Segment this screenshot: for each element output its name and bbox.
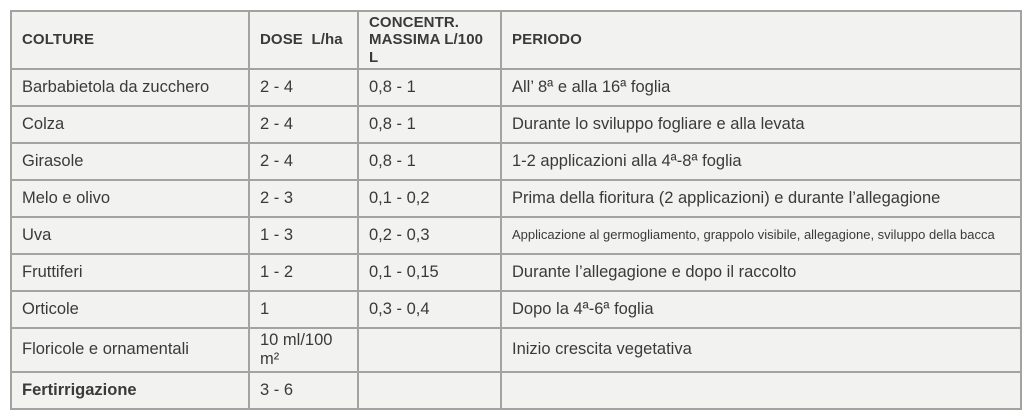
header-row	[11, 11, 1021, 69]
table-body	[11, 69, 1021, 409]
periodo-cell: Inizio crescita vegetativa	[501, 328, 1021, 372]
dose-cell: 1	[249, 291, 358, 328]
dosage-table-container	[10, 10, 1022, 410]
periodo-cell: Applicazione al germogliamento, grappolo visibile, allegagione, sviluppo della bacca	[501, 217, 1021, 254]
concentrazione-cell: 0,3 - 0,4	[358, 291, 501, 328]
dose-cell: 1 - 2	[249, 254, 358, 291]
table-row	[11, 291, 1021, 328]
column-header-periodo: PERIODO	[501, 11, 1021, 69]
dosage-table	[10, 10, 1022, 410]
concentrazione-cell: 0,8 - 1	[358, 143, 501, 180]
colture-cell: Uva	[11, 217, 249, 254]
periodo-cell: Dopo la 4ª-6ª foglia	[501, 291, 1021, 328]
column-header-dose: DOSE L/ha	[249, 11, 358, 69]
concentrazione-cell: 0,2 - 0,3	[358, 217, 501, 254]
table-row	[11, 180, 1021, 217]
concentrazione-cell: 0,1 - 0,15	[358, 254, 501, 291]
periodo-cell: All’ 8ª e alla 16ª foglia	[501, 69, 1021, 106]
dose-cell: 10 ml/100 m²	[249, 328, 358, 372]
table-header	[11, 11, 1021, 69]
dose-cell: 3 - 6	[249, 372, 358, 409]
column-header-colture: COLTURE	[11, 11, 249, 69]
table-row	[11, 106, 1021, 143]
colture-cell: Colza	[11, 106, 249, 143]
dose-cell: 2 - 4	[249, 106, 358, 143]
dose-cell: 1 - 3	[249, 217, 358, 254]
colture-cell: Floricole e ornamentali	[11, 328, 249, 372]
concentrazione-cell	[358, 328, 501, 372]
table-row	[11, 254, 1021, 291]
concentrazione-cell	[358, 372, 501, 409]
table-row	[11, 217, 1021, 254]
colture-cell: Orticole	[11, 291, 249, 328]
table-row	[11, 328, 1021, 372]
table-row	[11, 143, 1021, 180]
periodo-cell: Durante l’allegagione e dopo il raccolto	[501, 254, 1021, 291]
colture-cell: Melo e olivo	[11, 180, 249, 217]
concentrazione-cell: 0,8 - 1	[358, 106, 501, 143]
dose-cell: 2 - 3	[249, 180, 358, 217]
periodo-cell: Prima della fioritura (2 applicazioni) e durante l’allegagione	[501, 180, 1021, 217]
table-row	[11, 69, 1021, 106]
column-header-concentrazione: CONCENTR. MASSIMA L/100 L	[358, 11, 501, 69]
dose-cell: 2 - 4	[249, 143, 358, 180]
colture-cell: Fertirrigazione	[11, 372, 249, 409]
dose-cell: 2 - 4	[249, 69, 358, 106]
periodo-cell: Durante lo sviluppo fogliare e alla levata	[501, 106, 1021, 143]
periodo-cell	[501, 372, 1021, 409]
table-row	[11, 372, 1021, 409]
colture-cell: Barbabietola da zucchero	[11, 69, 249, 106]
colture-cell: Fruttiferi	[11, 254, 249, 291]
concentrazione-cell: 0,1 - 0,2	[358, 180, 501, 217]
concentrazione-cell: 0,8 - 1	[358, 69, 501, 106]
colture-cell: Girasole	[11, 143, 249, 180]
periodo-cell: 1-2 applicazioni alla 4ª-8ª foglia	[501, 143, 1021, 180]
